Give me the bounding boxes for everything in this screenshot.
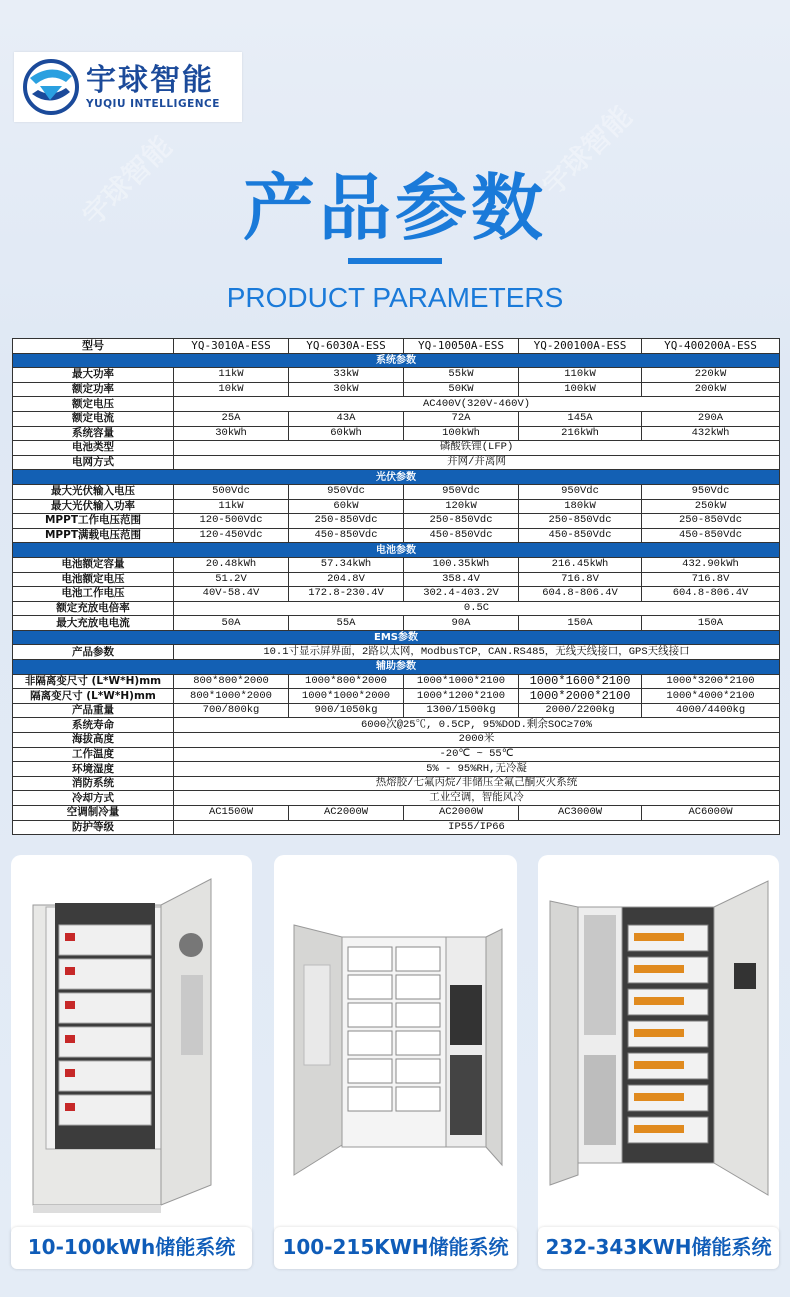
cell: 1000*800*2000 [289, 674, 404, 689]
cell: 604.8-806.4V [519, 587, 642, 602]
cell: -20℃ ~ 55℃ [174, 747, 780, 762]
table-row [13, 368, 780, 383]
row-label: 产品参数 [13, 645, 174, 660]
cell: 20.48kWh [174, 557, 289, 572]
row-label: 电池额定电压 [13, 572, 174, 587]
cell: 1000*3200*2100 [642, 674, 780, 689]
section-title: 电池参数 [13, 543, 780, 558]
cell: 1000*2000*2100 [519, 689, 642, 704]
cell: 43A [289, 411, 404, 426]
row-label: 防护等级 [13, 820, 174, 835]
cell: 172.8-230.4V [289, 587, 404, 602]
cell: AC6000W [642, 806, 780, 821]
row-label: 最大光伏输入电压 [13, 484, 174, 499]
cell: 1000*1000*2100 [404, 674, 519, 689]
cell: 216kWh [519, 426, 642, 441]
cell: 60kW [289, 499, 404, 514]
cell: AC2000W [289, 806, 404, 821]
brand-name-en: YUQIU INTELLIGENCE [86, 98, 220, 110]
cell: 33kW [289, 368, 404, 383]
table-row [13, 791, 780, 806]
table-row [13, 820, 780, 835]
table-row [13, 455, 780, 470]
table-header-row [13, 339, 780, 354]
cell: 120-500Vdc [174, 514, 289, 529]
cell: 4000/4400kg [642, 703, 780, 718]
header-cell: YQ-10050A-ESS [404, 339, 519, 354]
table-row [13, 587, 780, 602]
table-row [13, 689, 780, 704]
cell: 250-850Vdc [404, 514, 519, 529]
cell: 150A [519, 616, 642, 631]
cell: 716.8V [519, 572, 642, 587]
cell: 200kW [642, 382, 780, 397]
cell: 500Vdc [174, 484, 289, 499]
row-label: 产品重量 [13, 703, 174, 718]
cell: 磷酸铁锂(LFP) [174, 441, 780, 456]
row-label: 额定功率 [13, 382, 174, 397]
cell: 10.1寸显示屏界面，2路以太网，ModbusTCP，CAN.RS485，无线天线接口，GPS天线接口 [174, 645, 780, 660]
cell: 2000米 [174, 733, 780, 748]
cell: 6000次@25℃, 0.5CP, 95%DOD.剩余SOC≥70% [174, 718, 780, 733]
table-row [13, 806, 780, 821]
table-row [13, 484, 780, 499]
row-label: 冷却方式 [13, 791, 174, 806]
table-row [13, 733, 780, 748]
row-label: 额定充放电倍率 [13, 601, 174, 616]
cell: 950Vdc [289, 484, 404, 499]
table-row [13, 572, 780, 587]
table-row [13, 411, 780, 426]
cell: 55A [289, 616, 404, 631]
row-label: 空调制冷量 [13, 806, 174, 821]
cell: 40V-58.4V [174, 587, 289, 602]
header-cell: YQ-3010A-ESS [174, 339, 289, 354]
section-title: 系统参数 [13, 353, 780, 368]
cell: AC400V(320V-460V) [174, 397, 780, 412]
cell: 1300/1500kg [404, 703, 519, 718]
brand-name-cn: 宇球智能 [86, 63, 214, 98]
table-row [13, 762, 780, 777]
cell: 11kW [174, 368, 289, 383]
cell: 716.8V [642, 572, 780, 587]
row-label: 电池额定容量 [13, 557, 174, 572]
cell: 216.45kWh [519, 557, 642, 572]
page-title-en: PRODUCT PARAMETERS [226, 282, 564, 313]
row-label: 海拔高度 [13, 733, 174, 748]
cell: 120kW [404, 499, 519, 514]
header-cell: YQ-6030A-ESS [289, 339, 404, 354]
section-row [13, 543, 780, 558]
cell: 100kWh [404, 426, 519, 441]
cell: 250-850Vdc [642, 514, 780, 529]
title-divider [348, 258, 442, 264]
cell: 30kWh [174, 426, 289, 441]
row-label: 电池类型 [13, 441, 174, 456]
cell: 900/1050kg [289, 703, 404, 718]
cell: 2000/2200kg [519, 703, 642, 718]
cell: 工业空调，智能风冷 [174, 791, 780, 806]
cell: 110kW [519, 368, 642, 383]
cell: 700/800kg [174, 703, 289, 718]
cell: AC2000W [404, 806, 519, 821]
row-label: 隔离变尺寸 (L*W*H)mm [13, 689, 174, 704]
cell: 30kW [289, 382, 404, 397]
row-label: 系统寿命 [13, 718, 174, 733]
cell: 290A [642, 411, 780, 426]
cell: 800*1000*2000 [174, 689, 289, 704]
parameter-table-wrap [12, 338, 779, 835]
table-row [13, 616, 780, 631]
cell: 55kW [404, 368, 519, 383]
cell: 1000*1000*2000 [289, 689, 404, 704]
product-caption-1: 10-100kWh储能系统 [11, 1227, 252, 1269]
cell: 1000*1200*2100 [404, 689, 519, 704]
cell: 1000*4000*2100 [642, 689, 780, 704]
header-cell: YQ-400200A-ESS [642, 339, 780, 354]
cell: 950Vdc [519, 484, 642, 499]
cell: 150A [642, 616, 780, 631]
cell: 250-850Vdc [519, 514, 642, 529]
table-row [13, 397, 780, 412]
cell: 50A [174, 616, 289, 631]
product-caption-2: 100-215KWH储能系统 [274, 1227, 517, 1269]
row-label: 系统容量 [13, 426, 174, 441]
cell: 5% - 95%RH,无冷凝 [174, 762, 780, 777]
cell: 220kW [642, 368, 780, 383]
cell: 450-850Vdc [519, 528, 642, 543]
table-row [13, 718, 780, 733]
cell: 604.8-806.4V [642, 587, 780, 602]
cell: 800*800*2000 [174, 674, 289, 689]
cell: IP55/IP66 [174, 820, 780, 835]
cell: 204.8V [289, 572, 404, 587]
table-row [13, 528, 780, 543]
table-row [13, 557, 780, 572]
cell: 450-850Vdc [289, 528, 404, 543]
cabinet-image-3 [538, 855, 779, 1239]
cell: 100kW [519, 382, 642, 397]
row-label: 工作温度 [13, 747, 174, 762]
cell: 25A [174, 411, 289, 426]
cabinet-image-2 [274, 855, 517, 1239]
product-caption-3: 232-343KWH储能系统 [538, 1227, 779, 1269]
row-label: MPPT满载电压范围 [13, 528, 174, 543]
table-row [13, 747, 780, 762]
watermark: 宇球智能 [535, 99, 639, 203]
table-row [13, 674, 780, 689]
cell: 450-850Vdc [642, 528, 780, 543]
cell: 450-850Vdc [404, 528, 519, 543]
row-label: 最大充放电电流 [13, 616, 174, 631]
product-image-card-1 [11, 855, 252, 1239]
brand-logo [14, 52, 242, 122]
section-title: 辅助参数 [13, 660, 780, 675]
table-row [13, 426, 780, 441]
cell: 并网/并离网 [174, 455, 780, 470]
watermark: 宇球智能 [75, 129, 179, 233]
section-row [13, 470, 780, 485]
cell: 60kWh [289, 426, 404, 441]
cell: 950Vdc [404, 484, 519, 499]
cell: 1000*1600*2100 [519, 674, 642, 689]
cell: 11kW [174, 499, 289, 514]
cell: 145A [519, 411, 642, 426]
row-label: 最大光伏输入功率 [13, 499, 174, 514]
row-label: MPPT工作电压范围 [13, 514, 174, 529]
parameter-table [12, 338, 780, 835]
cell: 358.4V [404, 572, 519, 587]
cell: 120-450Vdc [174, 528, 289, 543]
header-cell: 型号 [13, 339, 174, 354]
cell: 57.34kWh [289, 557, 404, 572]
section-row [13, 630, 780, 645]
cell: 432.90kWh [642, 557, 780, 572]
product-image-card-3 [538, 855, 779, 1239]
cell: 10kW [174, 382, 289, 397]
row-label: 电网方式 [13, 455, 174, 470]
cell: 0.5C [174, 601, 780, 616]
product-image-card-2 [274, 855, 517, 1239]
section-row [13, 660, 780, 675]
row-label: 额定电流 [13, 411, 174, 426]
cell: 250kW [642, 499, 780, 514]
cell: 72A [404, 411, 519, 426]
row-label: 非隔离变尺寸 (L*W*H)mm [13, 674, 174, 689]
table-row [13, 382, 780, 397]
cabinet-image-1 [11, 855, 252, 1239]
row-label: 最大功率 [13, 368, 174, 383]
table-row [13, 601, 780, 616]
globe-logo-icon [20, 56, 82, 118]
table-row [13, 441, 780, 456]
page-title-cn: 产品参数 [242, 166, 547, 250]
table-row [13, 499, 780, 514]
table-row [13, 514, 780, 529]
table-row [13, 645, 780, 660]
cell: 180kW [519, 499, 642, 514]
row-label: 环境湿度 [13, 762, 174, 777]
section-title: EMS参数 [13, 630, 780, 645]
section-title: 光伏参数 [13, 470, 780, 485]
table-row [13, 776, 780, 791]
cell: 100.35kWh [404, 557, 519, 572]
section-row [13, 353, 780, 368]
header-cell: YQ-200100A-ESS [519, 339, 642, 354]
cell: 432kWh [642, 426, 780, 441]
row-label: 额定电压 [13, 397, 174, 412]
row-label: 电池工作电压 [13, 587, 174, 602]
cell: 90A [404, 616, 519, 631]
cell: 950Vdc [642, 484, 780, 499]
cell: 302.4-403.2V [404, 587, 519, 602]
cell: 热熔胶/七氟丙烷/非储压全氟己酮灭火系统 [174, 776, 780, 791]
cell: 50KW [404, 382, 519, 397]
cell: AC1500W [174, 806, 289, 821]
cell: AC3000W [519, 806, 642, 821]
table-row [13, 703, 780, 718]
cell: 51.2V [174, 572, 289, 587]
row-label: 消防系统 [13, 776, 174, 791]
cell: 250-850Vdc [289, 514, 404, 529]
